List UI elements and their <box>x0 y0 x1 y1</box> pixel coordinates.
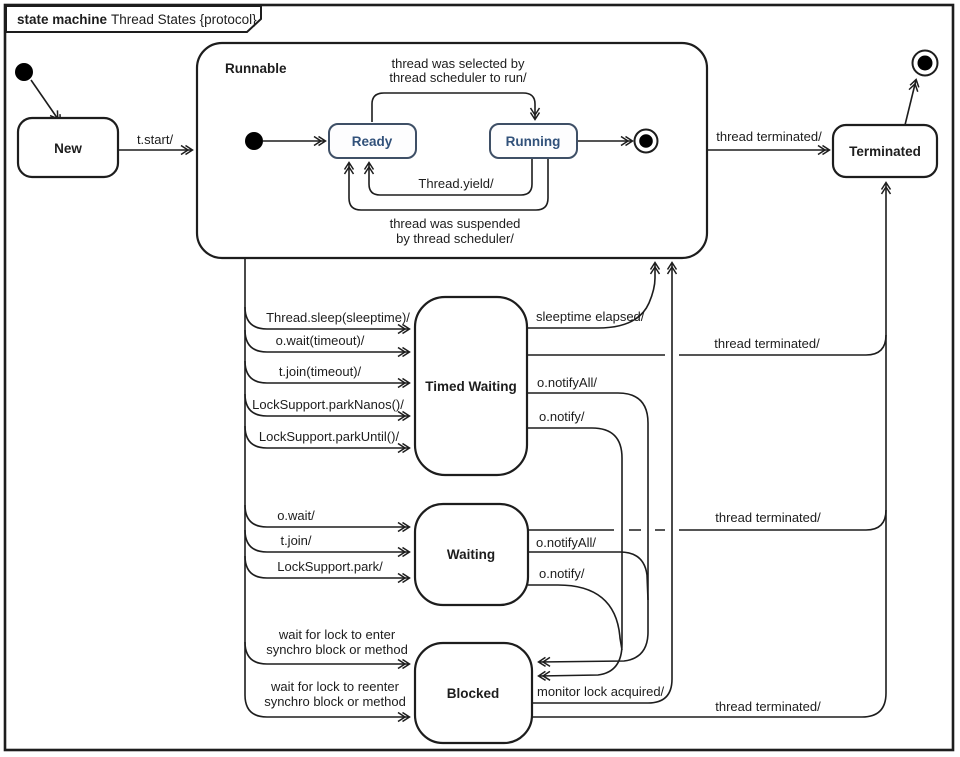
frame-title-keyword: state machine <box>17 12 108 27</box>
label-park-until: LockSupport.parkUntil()/ <box>258 429 400 444</box>
label-w-notify: o.notify/ <box>539 566 585 581</box>
label-terminated-w: thread terminated/ <box>715 510 821 525</box>
initial-state-icon <box>15 63 33 81</box>
label-yield: Thread.yield/ <box>418 176 494 191</box>
label-terminated-b: thread terminated/ <box>715 699 821 714</box>
frame-title-name: Thread States {protocol} <box>111 12 257 27</box>
frame-title <box>17 12 257 27</box>
state-new-label: New <box>54 141 82 156</box>
label-selected-line1: thread was selected by <box>391 56 525 71</box>
label-lock-park: LockSupport.park/ <box>277 559 383 574</box>
label-enter-line2: synchro block or method <box>266 642 408 657</box>
state-running-label: Running <box>505 134 561 149</box>
label-terminated-tw: thread terminated/ <box>714 336 820 351</box>
label-tw-notifyall: o.notifyAll/ <box>537 375 597 390</box>
final-state-dot <box>918 56 933 71</box>
label-selected-line2: thread scheduler to run/ <box>389 70 527 85</box>
label-suspended-line1: thread was suspended <box>389 216 521 231</box>
label-reenter-line2: synchro block or method <box>264 694 406 709</box>
label-sleep: Thread.sleep(sleeptime)/ <box>266 310 410 325</box>
state-runnable-label: Runnable <box>225 61 287 76</box>
state-ready-label: Ready <box>351 134 393 149</box>
label-terminated-top: thread terminated/ <box>716 129 822 144</box>
label-suspended-line2: by thread scheduler/ <box>396 231 514 246</box>
state-blocked-label: Blocked <box>446 686 500 701</box>
state-waiting-label: Waiting <box>446 547 496 562</box>
label-t-start: t.start/ <box>136 132 174 147</box>
initial-state-runnable-icon <box>245 132 263 150</box>
state-terminated-label: Terminated <box>849 144 921 159</box>
label-monitor: monitor lock acquired/ <box>537 684 665 699</box>
label-t-join: t.join/ <box>280 533 312 548</box>
label-enter-line1: wait for lock to enter <box>278 627 396 642</box>
label-tw-notify: o.notify/ <box>539 409 585 424</box>
state-timed-waiting-label: Timed Waiting <box>425 379 517 394</box>
label-reenter-line1: wait for lock to reenter <box>271 679 399 694</box>
label-w-notifyall: o.notifyAll/ <box>536 535 596 550</box>
final-state-runnable-dot <box>639 134 653 148</box>
label-wait-timeout: o.wait(timeout)/ <box>275 333 365 348</box>
label-park-nanos: LockSupport.parkNanos()/ <box>252 397 404 412</box>
label-join-timeout: t.join(timeout)/ <box>278 364 362 379</box>
label-sleeptime-elapsed: sleeptime elapsed/ <box>536 309 645 324</box>
label-o-wait: o.wait/ <box>277 508 315 523</box>
